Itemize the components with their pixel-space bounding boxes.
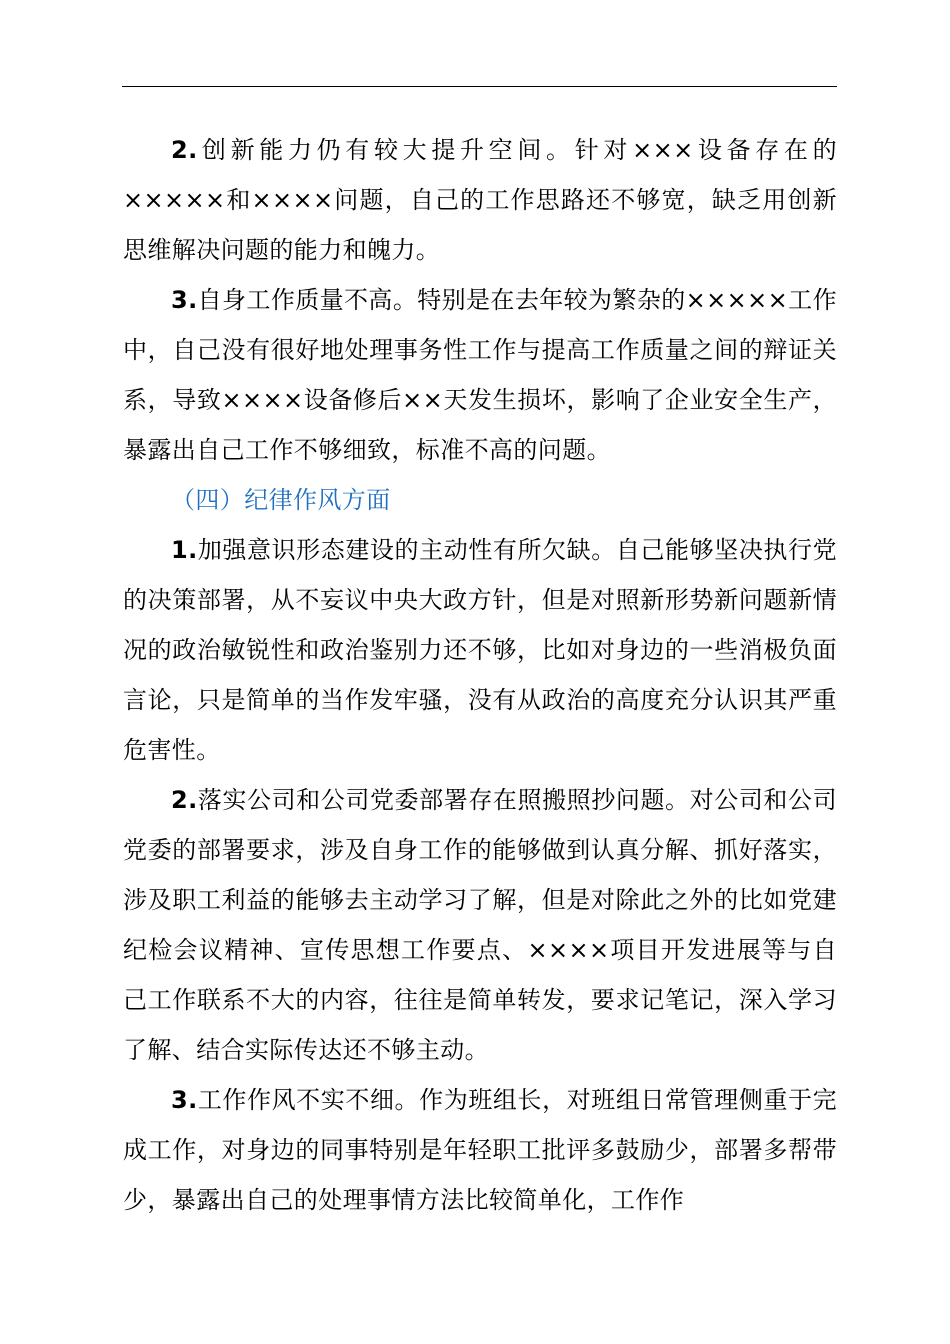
paragraph-text: 自身工作质量不高。特别是在去年较为繁杂的×××××工作中，自己没有很好地处理事务性工作与提高工作质量之间的辩证关系，导致××××设备修后××天发生损坏，影响了企业安全生产，暴露出自己工作不够细致，标准不高的问题。 — [123, 286, 837, 464]
section-paragraph-item-3 — [123, 1075, 837, 1225]
document-body — [123, 125, 837, 1225]
paragraph-item-3 — [123, 275, 837, 475]
section-paragraph-item-2 — [123, 775, 837, 1075]
paragraph-text: 创新能力仍有较大提升空间。针对×××设备存在的×××××和××××问题，自己的工作思路还不够宽，缺乏用创新思维解决问题的能力和魄力。 — [123, 136, 837, 264]
item-number: 2. — [171, 786, 198, 814]
item-number: 1. — [171, 536, 198, 564]
section-paragraph-item-1 — [123, 525, 837, 775]
header-rule — [122, 86, 837, 87]
paragraph-item-2 — [123, 125, 837, 275]
item-number: 2. — [171, 136, 198, 164]
paragraph-text: 落实公司和公司党委部署存在照搬照抄问题。对公司和公司党委的部署要求，涉及自身工作的能够做到认真分解、抓好落实，涉及职工利益的能够去主动学习了解，但是对除此之外的比如党建纪检会议精神、宣传思想工作要点、××××项目开发进展等与自己工作联系不大的内容，往往是简单转发，要求记笔记，深入学习了解、结合实际传达还不够主动。 — [123, 786, 837, 1064]
item-number: 3. — [171, 1086, 198, 1114]
paragraph-text: 工作作风不实不细。作为班组长，对班组日常管理侧重于完成工作，对身边的同事特别是年轻职工批评多鼓励少，部署多帮带少，暴露出自己的处理事情方法比较简单化，工作作 — [123, 1086, 837, 1214]
paragraph-text: 加强意识形态建设的主动性有所欠缺。自己能够坚决执行党的决策部署，从不妄议中央大政方针，但是对照新形势新问题新情况的政治敏锐性和政治鉴别力还不够，比如对身边的一些消极负面言论，只是简单的当作发牢骚，没有从政治的高度充分认识其严重危害性。 — [123, 536, 837, 764]
section-heading: （四）纪律作风方面 — [171, 486, 391, 514]
item-number: 3. — [171, 286, 198, 314]
